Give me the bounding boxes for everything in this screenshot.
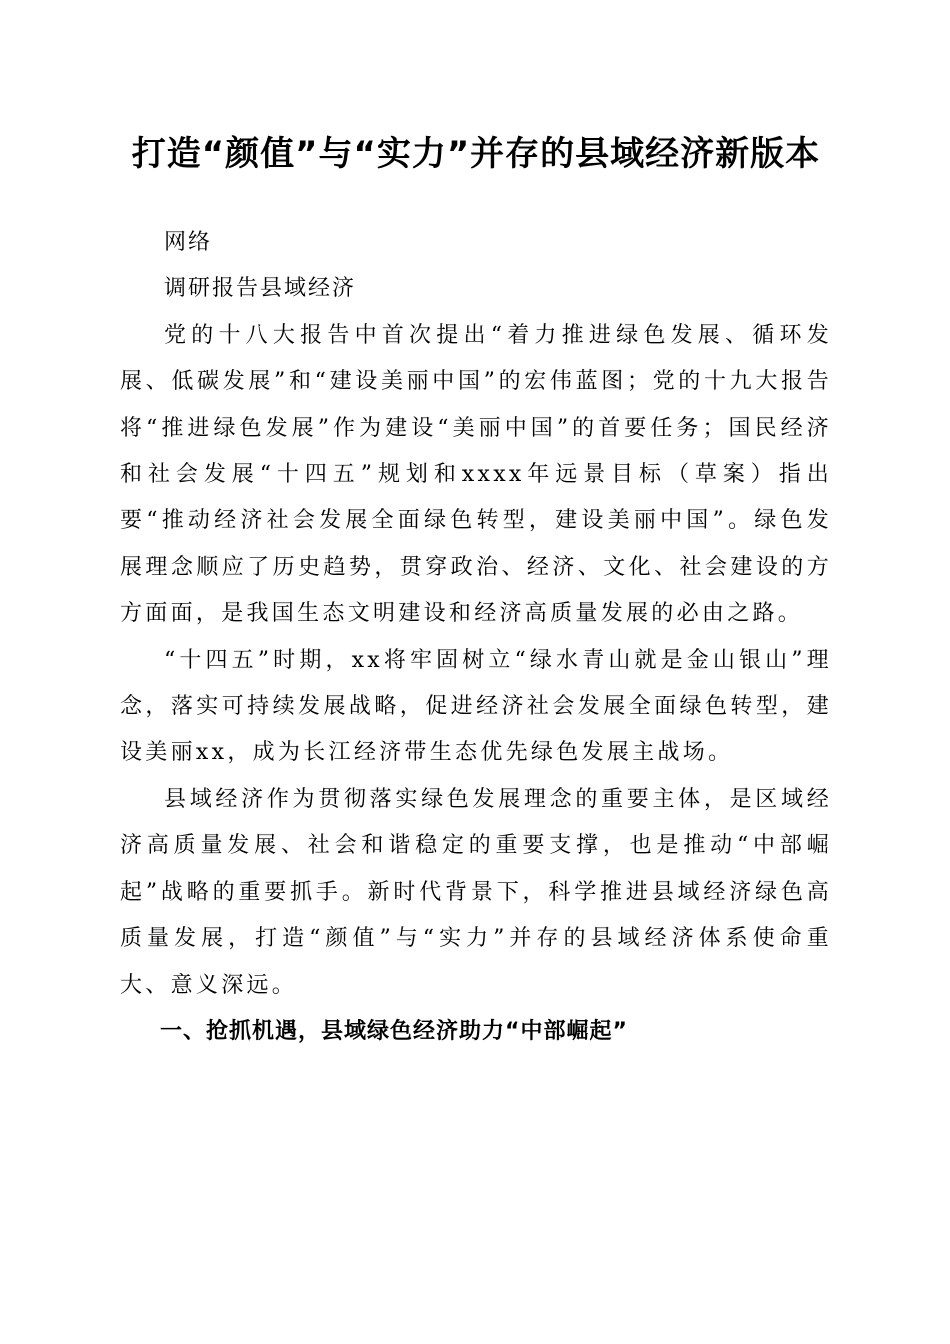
- keywords-line: 调研报告县域经济: [164, 276, 357, 302]
- source-line: 网络: [164, 230, 213, 255]
- section-heading: 一、抢抓机遇，县域绿色经济助力“中部崛起”: [160, 1018, 628, 1044]
- paragraph-2: “十四五”时期，xx将牢固树立“绿水青山就是金山银山”理念，落实可持续发展战略，促进经济社会发展全面绿色转型，建设美丽xx，成为长江经济带生态优先绿色发展主战场。: [120, 647, 832, 766]
- document-body: [120, 220, 832, 1055]
- paragraph-1: 党的十八大报告中首次提出“着力推进绿色发展、循环发展、低碳发展”和“建设美丽中国”的宏伟蓝图；党的十九大报告将“推进绿色发展”作为建设“美丽中国”的首要任务；国民经济和社会发展“十四五”规划和xxxx年远景目标（草案）指出要“推动经济社会发展全面绿色转型，建设美丽中国”。绿色发展理念顺应了历史趋势，贯穿政治、经济、文化、社会建设的方方面面，是我国生态文明建设和经济高质量发展的必由之路。: [120, 322, 832, 627]
- document-page: [120, 132, 832, 1055]
- document-title: 打造“颜值”与“实力”并存的县域经济新版本: [131, 134, 821, 174]
- paragraph-3: 县域经济作为贯彻落实绿色发展理念的重要主体，是区域经济高质量发展、社会和谐稳定的重要支撑，也是推动“中部崛起”战略的重要抓手。新时代背景下，科学推进县域经济绿色高质量发展，打造“颜值”与“实力”并存的县域经济体系使命重大、意义深远。: [120, 786, 832, 998]
